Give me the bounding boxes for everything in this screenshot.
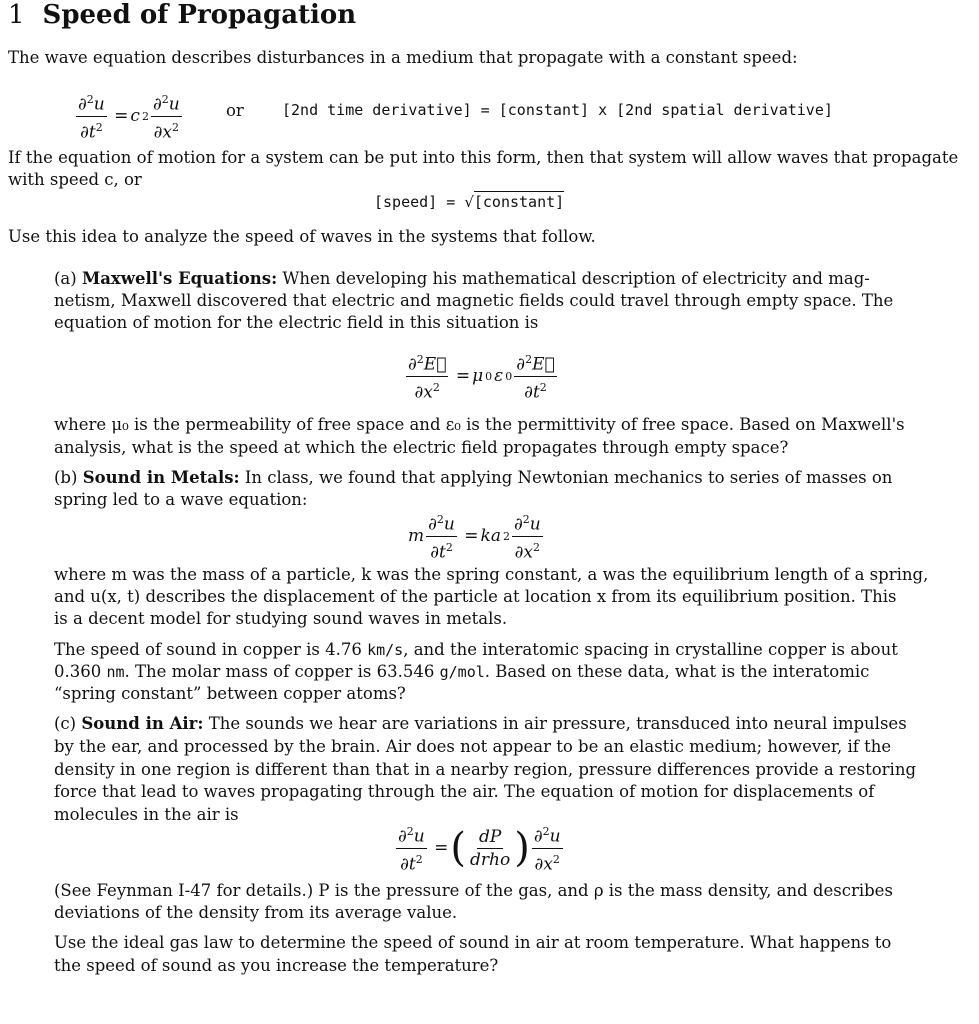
part-a-after1: where μ₀ is the permeability of free space and ε₀ is the permittivity of free space. Based on Maxwell's bbox=[54, 415, 905, 434]
part-a-title: Maxwell's Equations: bbox=[81, 269, 278, 288]
eq1-words: [2nd time derivative] = [constant] x [2nd spatial derivative] bbox=[282, 101, 833, 119]
part-c-line3: density in one region is different than that in a nearby region, pressure differences provide a restoring bbox=[54, 760, 917, 779]
part-c-line4: force that lead to waves propagating through the air. The equation of motion for displacements of bbox=[54, 782, 875, 801]
part-c-line1: (c) Sound in Air: The sounds we hear are variations in air pressure, transduced into neural impulses bbox=[54, 714, 907, 733]
part-c-title: Sound in Air: bbox=[81, 714, 204, 733]
part-a-after2: analysis, what is the speed at which the electric field propagates through empty space? bbox=[54, 438, 789, 457]
part-b-line1: (b) Sound in Metals: In class, we found that applying Newtonian mechanics to series of masses on bbox=[54, 468, 893, 487]
maxwell-wave-equation: $\frac{\partial^2E⃗}{\partial x^2}$ = μ 0 ε 0 $\frac{\partial^2E⃗}{\partial t^2}$ bbox=[406, 350, 557, 402]
part-a-line2: netism, Maxwell discovered that electric and magnetic fields could travel through empty space. The bbox=[54, 291, 894, 310]
part-b-data3: “spring constant” between copper atoms? bbox=[54, 684, 406, 703]
part-c-after1: (See Feynman I-47 for details.) P is the pressure of the gas, and ρ is the mass density, and describes bbox=[54, 881, 893, 900]
part-b-data2: 0.360 nm. The molar mass of copper is 63.546 g/mol. Based on these data, what is the interatomic bbox=[54, 662, 870, 681]
air-wave-equation: $\frac{\partial^2u}{\partial t^2}$ = ( $\frac{dP}{\text{drho}}$ ) $\frac{\partial^2u}{\partial x^2}$ bbox=[396, 822, 563, 874]
speed-rhs: [constant] bbox=[473, 193, 565, 211]
speed-equation: [speed] = √[constant] bbox=[374, 193, 565, 211]
section-heading bbox=[8, 0, 356, 30]
wave-equation-general: $\frac{\partial^2u}{\partial t^2}$ = c 2 $\frac{\partial^2u}{\partial x^2}$ bbox=[76, 90, 182, 142]
part-c-final1: Use the ideal gas law to determine the speed of sound in air at room temperature. What happens to bbox=[54, 933, 892, 952]
part-c-line5: molecules in the air is bbox=[54, 805, 239, 824]
part-b-after2: and u(x, t) describes the displacement of the particle at location x from its equilibrium position. This bbox=[54, 587, 897, 606]
spring-wave-equation: m $\frac{\partial^2u}{\partial t^2}$ = ka 2 $\frac{\partial^2u}{\partial x^2}$ bbox=[408, 510, 543, 562]
eq1-or: or bbox=[226, 101, 244, 120]
part-b-after3: is a decent model for studying sound waves in metals. bbox=[54, 609, 508, 628]
part-c-label: (c) bbox=[54, 714, 77, 733]
part-b-data1: The speed of sound in copper is 4.76 km/s, and the interatomic spacing in crystalline copper is about bbox=[54, 640, 898, 659]
part-c-line2: by the ear, and processed by the brain. Air does not appear to be an elastic medium; however, if the bbox=[54, 737, 892, 756]
part-b-label: (b) bbox=[54, 468, 78, 487]
section-title: Speed of Propagation bbox=[42, 0, 357, 30]
intro-text: The wave equation describes disturbances in a medium that propagate with a constant speed: bbox=[8, 48, 798, 67]
part-c-final2: the speed of sound as you increase the temperature? bbox=[54, 956, 499, 975]
use-idea-text: Use this idea to analyze the speed of waves in the systems that follow. bbox=[8, 227, 596, 246]
section-number: 1 bbox=[8, 0, 25, 30]
speed-lhs: [speed] = bbox=[374, 193, 465, 211]
part-a-label: (a) bbox=[54, 269, 77, 288]
part-b-title: Sound in Metals: bbox=[82, 468, 240, 487]
part-c-after2: deviations of the density from its average value. bbox=[54, 903, 458, 922]
para2-line2: with speed c, or bbox=[8, 170, 142, 189]
part-a-line1: (a) Maxwell's Equations: When developing his mathematical description of electricity and mag- bbox=[54, 269, 870, 288]
part-b-after1: where m was the mass of a particle, k was the spring constant, a was the equilibrium length of a spring, bbox=[54, 565, 929, 584]
para2-line1: If the equation of motion for a system can be put into this form, then that system will allow waves that propagate bbox=[8, 148, 959, 167]
part-a-line3: equation of motion for the electric field in this situation is bbox=[54, 313, 539, 332]
part-b-line2: spring led to a wave equation: bbox=[54, 490, 308, 509]
